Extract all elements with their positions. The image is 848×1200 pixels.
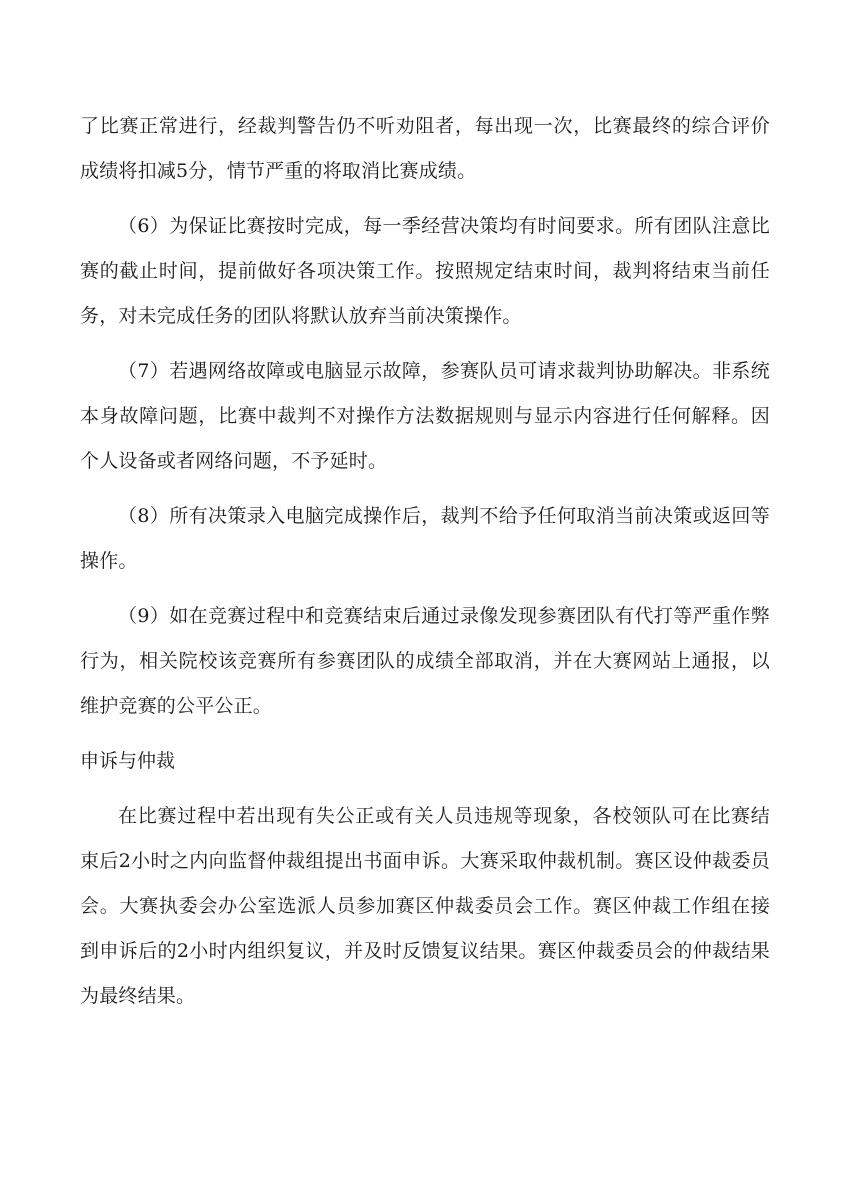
section-paragraph: 在比赛过程中若出现有失公正或有关人员违规等现象，各校领队可在比赛结束后2小时之内向监督仲裁组提出书面申诉。大赛采取仲裁机制。赛区设仲裁委员会。大赛执委会办公室选派人员参加赛区仲裁委员会工作。赛区仲裁工作组在接到申诉后的2小时内组织复议，并及时反馈复议结果。赛区仲裁委员会的仲裁结果为最终结果。 bbox=[80, 805, 770, 1007]
paragraph-item-9: （9）如在竞赛过程中和竞赛结束后通过录像发现参赛团队有代打等严重作弊行为，相关院校该竞赛所有参赛团队的成绩全部取消，并在大赛网站上通报，以维护竞赛的公平公正。 bbox=[80, 605, 770, 717]
document-page bbox=[80, 104, 770, 1029]
paragraph-continuation: 了比赛正常进行，经裁判警告仍不听劝阻者，每出现一次，比赛最终的综合评价成绩将扣减5分，情节严重的将取消比赛成绩。 bbox=[80, 115, 770, 182]
section-heading: 申诉与仲裁 bbox=[80, 750, 176, 772]
paragraph-item-8: （8）所有决策录入电脑完成操作后，裁判不给予任何取消当前决策或返回等操作。 bbox=[80, 505, 770, 572]
paragraph-item-7: （7）若遇网络故障或电脑显示故障，参赛队员可请求裁判协助解决。非系统本身故障问题，比赛中裁判不对操作方法数据规则与显示内容进行任何解释。因个人设备或者网络问题，不予延时。 bbox=[80, 360, 770, 472]
paragraph-item-6: （6）为保证比赛按时完成，每一季经营决策均有时间要求。所有团队注意比赛的截止时间，提前做好各项决策工作。按照规定结束时间，裁判将结束当前任务，对未完成任务的团队将默认放弃当前决策操作。 bbox=[80, 215, 770, 327]
